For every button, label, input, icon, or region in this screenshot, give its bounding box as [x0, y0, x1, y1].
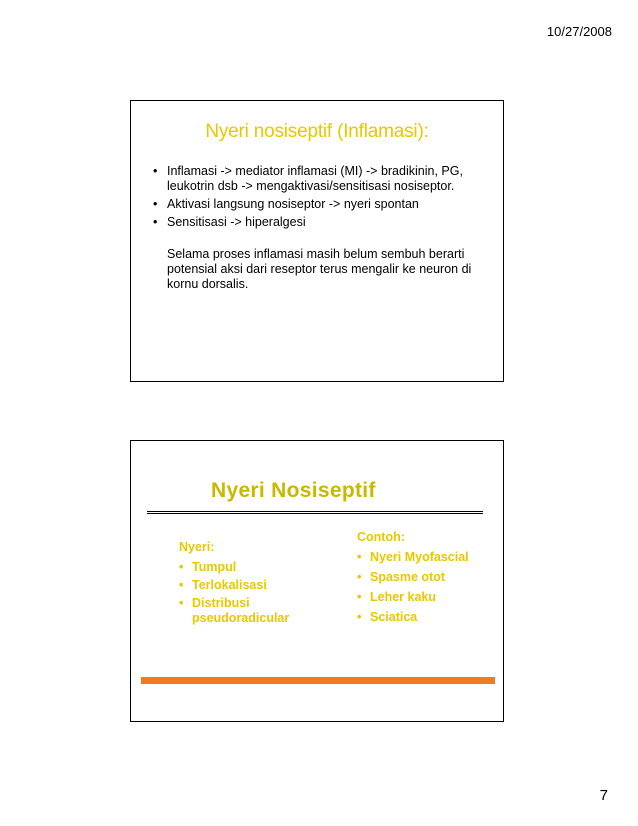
slide-paragraph: Selama proses inflamasi masih belum sembuh berarti potensial aksi dari reseptor terus mengalir ke neuron di kornu dorsalis. [167, 247, 472, 291]
page-number: 7 [599, 787, 608, 804]
list-item: • Nyeri Myofascial [357, 550, 497, 565]
title-divider [147, 511, 483, 514]
list-item: • Sciatica [357, 610, 497, 625]
bullet-list [151, 164, 491, 233]
examples-column [357, 530, 497, 630]
list-item: • Sensitisasi -> hiperalgesi [151, 215, 491, 230]
characteristics-column [179, 540, 319, 629]
list-item: • Aktivasi langsung nosiseptor -> nyeri spontan [151, 197, 491, 212]
document-date: 10/27/2008 [546, 24, 612, 39]
list-item: • Distribusi pseudoradicular [179, 596, 319, 626]
examples-list [357, 550, 497, 625]
list-item: • Inflamasi -> mediator inflamasi (MI) -> bradikinin, PG, leukotrin dsb -> mengaktivasi/sensitisasi nosiseptor. [151, 164, 491, 194]
slide-title: Nyeri nosiseptif (Inflamasi): [205, 121, 429, 142]
slide-title: Nyeri Nosiseptif [211, 479, 376, 502]
column-heading: Nyeri: [179, 540, 215, 554]
list-item: • Spasme otot [357, 570, 497, 585]
slide-nyeri-nosiseptif-inflamasi [130, 100, 504, 382]
list-item: • Tumpul [179, 560, 319, 575]
slide-nyeri-nosiseptif [130, 440, 504, 722]
column-heading: Contoh: [357, 530, 405, 544]
list-item: • Leher kaku [357, 590, 497, 605]
list-item: • Terlokalisasi [179, 578, 319, 593]
characteristics-list [179, 560, 319, 626]
orange-accent-bar [141, 677, 495, 684]
